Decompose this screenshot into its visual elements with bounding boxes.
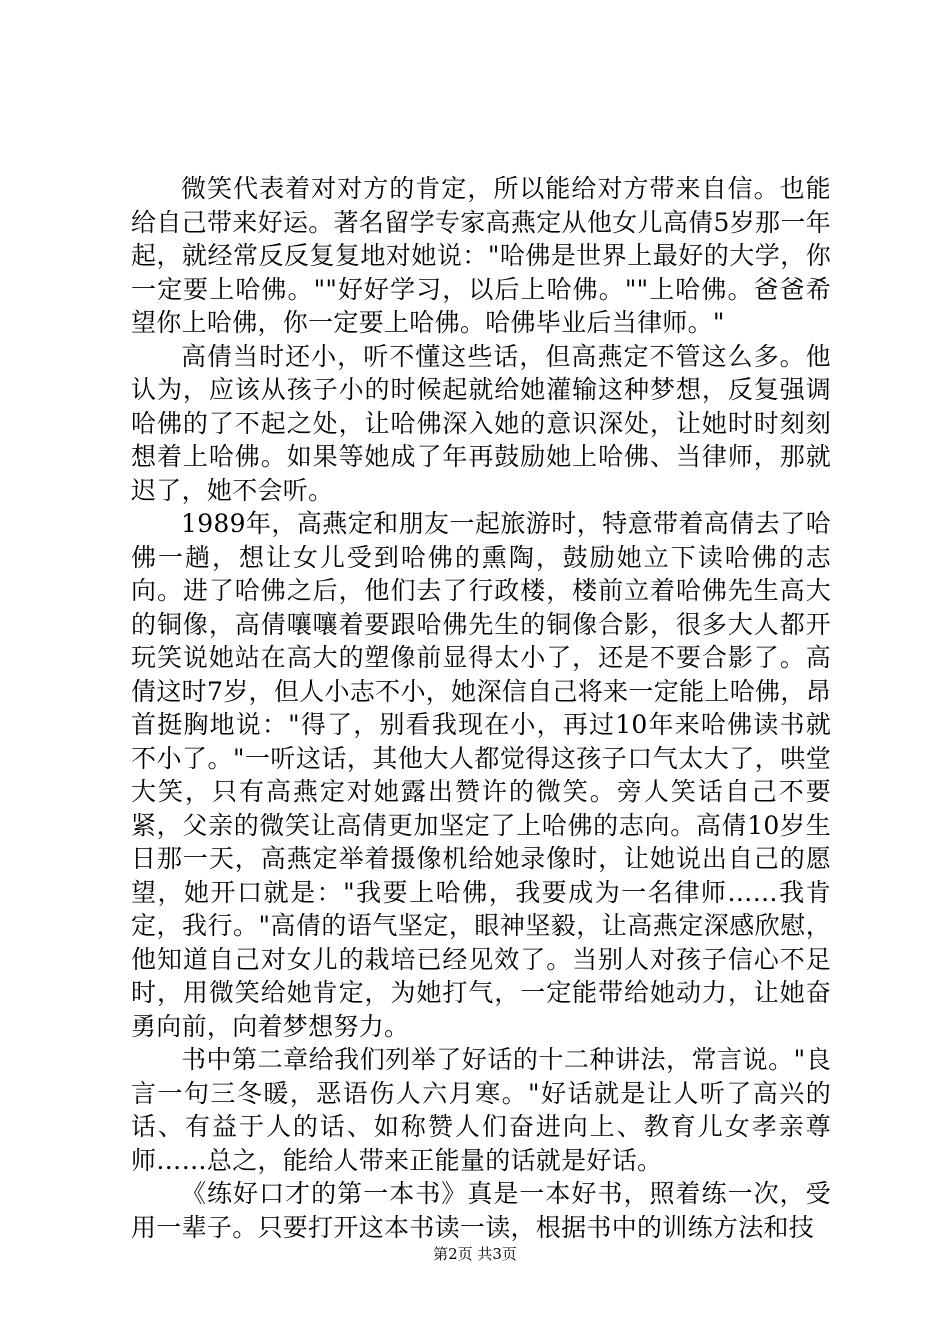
paragraph-1: 微笑代表着对对方的肯定，所以能给对方带来自信。也能给自己带来好运。著名留学专家高燕定从他女儿高倩5岁那一年起，就经常反反复复地对她说："哈佛是世界上最好的大学，你一定要上哈佛。""好好学习，以后上哈佛。""上哈佛。爸爸希望你上哈佛，你一定要上哈佛。哈佛毕业后当律师。"	[131, 174, 831, 337]
paragraph-4: 书中第二章给我们列举了好话的十二种讲法，常言说。"良言一句三冬暖，恶语伤人六月寒。"好话就是让人听了高兴的话、有益于人的话、如称赞人们奋进向上、教育儿女孝亲尊师……总之，能给人带来正能量的话就是好话。	[131, 1045, 831, 1175]
page-number-footer: 第2页 共3页	[433, 1245, 517, 1263]
document-body	[131, 172, 831, 1244]
paragraph-5: 《练好口才的第一本书》真是一本好书，照着练一次，受用一辈子。只要打开这本书读一读，根据书中的训练方法和技	[131, 1179, 831, 1242]
paragraph-2: 高倩当时还小，听不懂这些话，但高燕定不管这么多。他认为，应该从孩子小的时候起就给她灌输这种梦想，反复强调哈佛的了不起之处，让哈佛深入她的意识深处，让她时时刻刻想着上哈佛。如果等她成了年再鼓励她上哈佛、当律师，那就迟了，她不会听。	[131, 341, 831, 505]
paragraph-3: 1989年，高燕定和朋友一起旅游时，特意带着高倩去了哈佛一趟，想让女儿受到哈佛的熏陶，鼓励她立下读哈佛的志向。进了哈佛之后，他们去了行政楼，楼前立着哈佛先生高大的铜像，高倩嚷嚷着要跟哈佛先生的铜像合影，很多大人都开玩笑说她站在高大的塑像前显得太小了，还是不要合影了。高倩这时7岁，但人小志不小，她深信自己将来一定能上哈佛，昂首挺胸地说："得了，别看我现在小，再过10年来哈佛读书就不小了。"一听这话，其他大人都觉得这孩子口气太大了，哄堂大笑，只有高燕定对她露出赞许的微笑。旁人笑话自己不要紧，父亲的微笑让高倩更加坚定了上哈佛的志向。高倩10岁生日那一天，高燕定举着摄像机给她录像时，让她说出自己的愿望，她开口就是："我要上哈佛，我要成为一名律师……我肯定，我行。"高倩的语气坚定，眼神坚毅，让高燕定深感欣慰，他知道自己对女儿的栽培已经见效了。当别人对孩子信心不足时，用微笑给她肯定，为她打气，一定能带给她动力，让她奋勇向前，向着梦想努力。	[131, 509, 831, 1041]
